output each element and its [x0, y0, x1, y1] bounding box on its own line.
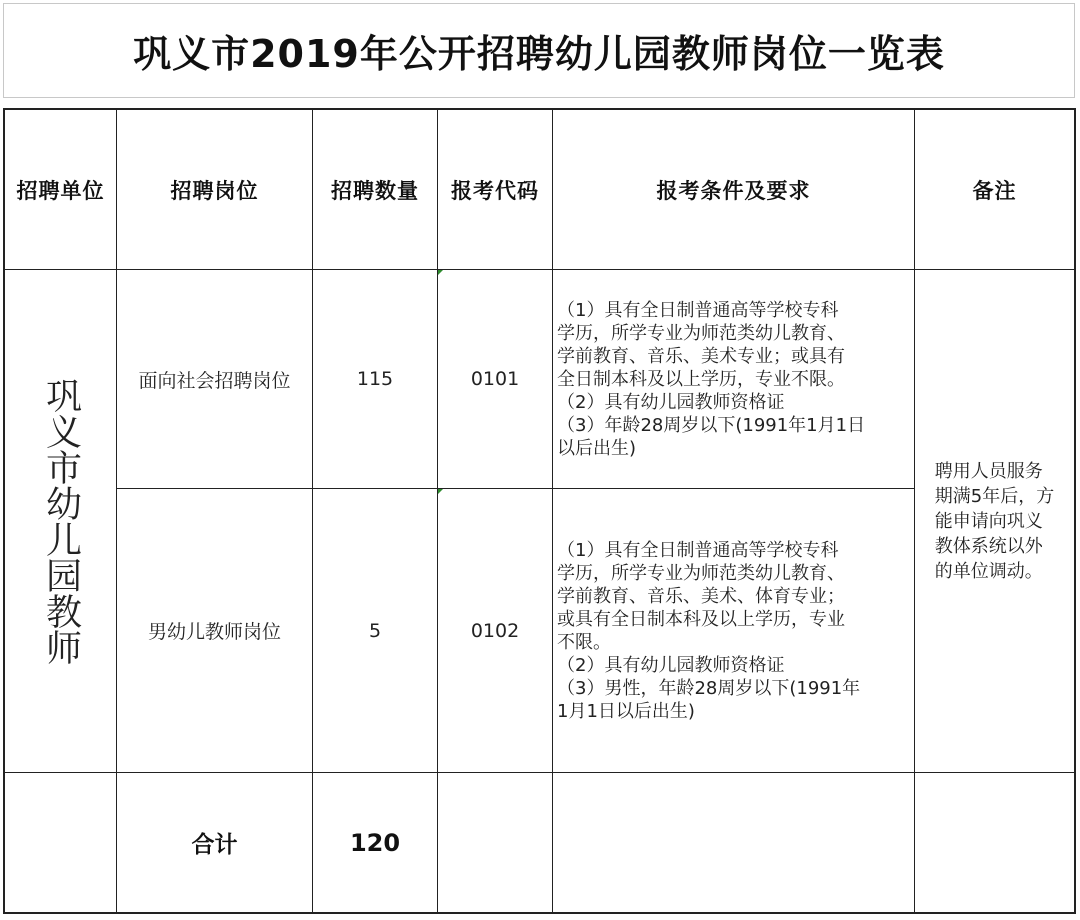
header-position: 招聘岗位 [117, 110, 313, 270]
total-label: 合计 [117, 773, 313, 912]
requirement-line: （3）年龄28周岁以下(1991年1月1日 [557, 414, 866, 436]
requirement-line: 不限。 [557, 631, 611, 653]
requirement-line: 学前教育、音乐、美术专业；或具有 [557, 345, 845, 367]
requirement-line: （3）男性，年龄28周岁以下(1991年 [557, 677, 861, 699]
header-note: 备注 [915, 110, 1074, 270]
header-requirements: 报考条件及要求 [553, 110, 915, 270]
page-title: 巩义市2019年公开招聘幼儿园教师岗位一览表 [133, 32, 945, 76]
requirement-line: （1）具有全日制普通高等学校专科 [557, 299, 839, 321]
header-count: 招聘数量 [313, 110, 438, 270]
row1-code [438, 270, 553, 489]
recruitment-table [3, 108, 1076, 914]
header-unit: 招聘单位 [5, 110, 117, 270]
row2-count: 5 [313, 489, 438, 773]
note-line: 聘用人员服务 [934, 460, 1043, 482]
requirement-line: 学历，所学专业为师范类幼儿教育、 [557, 322, 845, 344]
row2-code [438, 489, 553, 773]
row1-position: 面向社会招聘岗位 [117, 270, 313, 489]
requirement-line: （2）具有幼儿园教师资格证 [557, 654, 785, 676]
note-line: 教体系统以外 [934, 535, 1043, 557]
note-line: 的单位调动。 [934, 560, 1043, 582]
requirement-line: 全日制本科及以上学历，专业不限。 [557, 368, 845, 390]
title-box [3, 3, 1075, 98]
total-requirements-empty [553, 773, 915, 912]
total-value: 120 [313, 773, 438, 912]
corner-marker [438, 489, 443, 494]
total-note-empty [915, 773, 1074, 912]
requirement-line: 学历，所学专业为师范类幼儿教育、 [557, 562, 845, 584]
total-unit-empty [5, 773, 117, 912]
note-line: 能申请向巩义 [934, 510, 1043, 532]
note-line: 期满5年后，方 [934, 485, 1055, 507]
row1-count: 115 [313, 270, 438, 489]
corner-marker [438, 270, 443, 275]
requirement-line: （1）具有全日制普通高等学校专科 [557, 539, 839, 561]
unit-cell [5, 270, 117, 773]
requirement-line: 1月1日以后出生) [557, 700, 695, 722]
row2-code-value: 0102 [470, 619, 520, 642]
total-code-empty [438, 773, 553, 912]
row2-requirements [553, 489, 915, 773]
requirement-line: 或具有全日制本科及以上学历，专业 [557, 608, 845, 630]
unit-name: 巩义市幼儿园教师 [40, 377, 82, 665]
requirement-line: 学前教育、音乐、美术、体育专业； [557, 585, 845, 607]
note-cell [915, 270, 1074, 773]
requirement-line: （2）具有幼儿园教师资格证 [557, 391, 785, 413]
row1-code-value: 0101 [470, 368, 520, 390]
requirement-line: 以后出生) [557, 437, 637, 459]
row2-position: 男幼儿教师岗位 [117, 489, 313, 773]
header-code: 报考代码 [438, 110, 553, 270]
row1-requirements [553, 270, 915, 489]
